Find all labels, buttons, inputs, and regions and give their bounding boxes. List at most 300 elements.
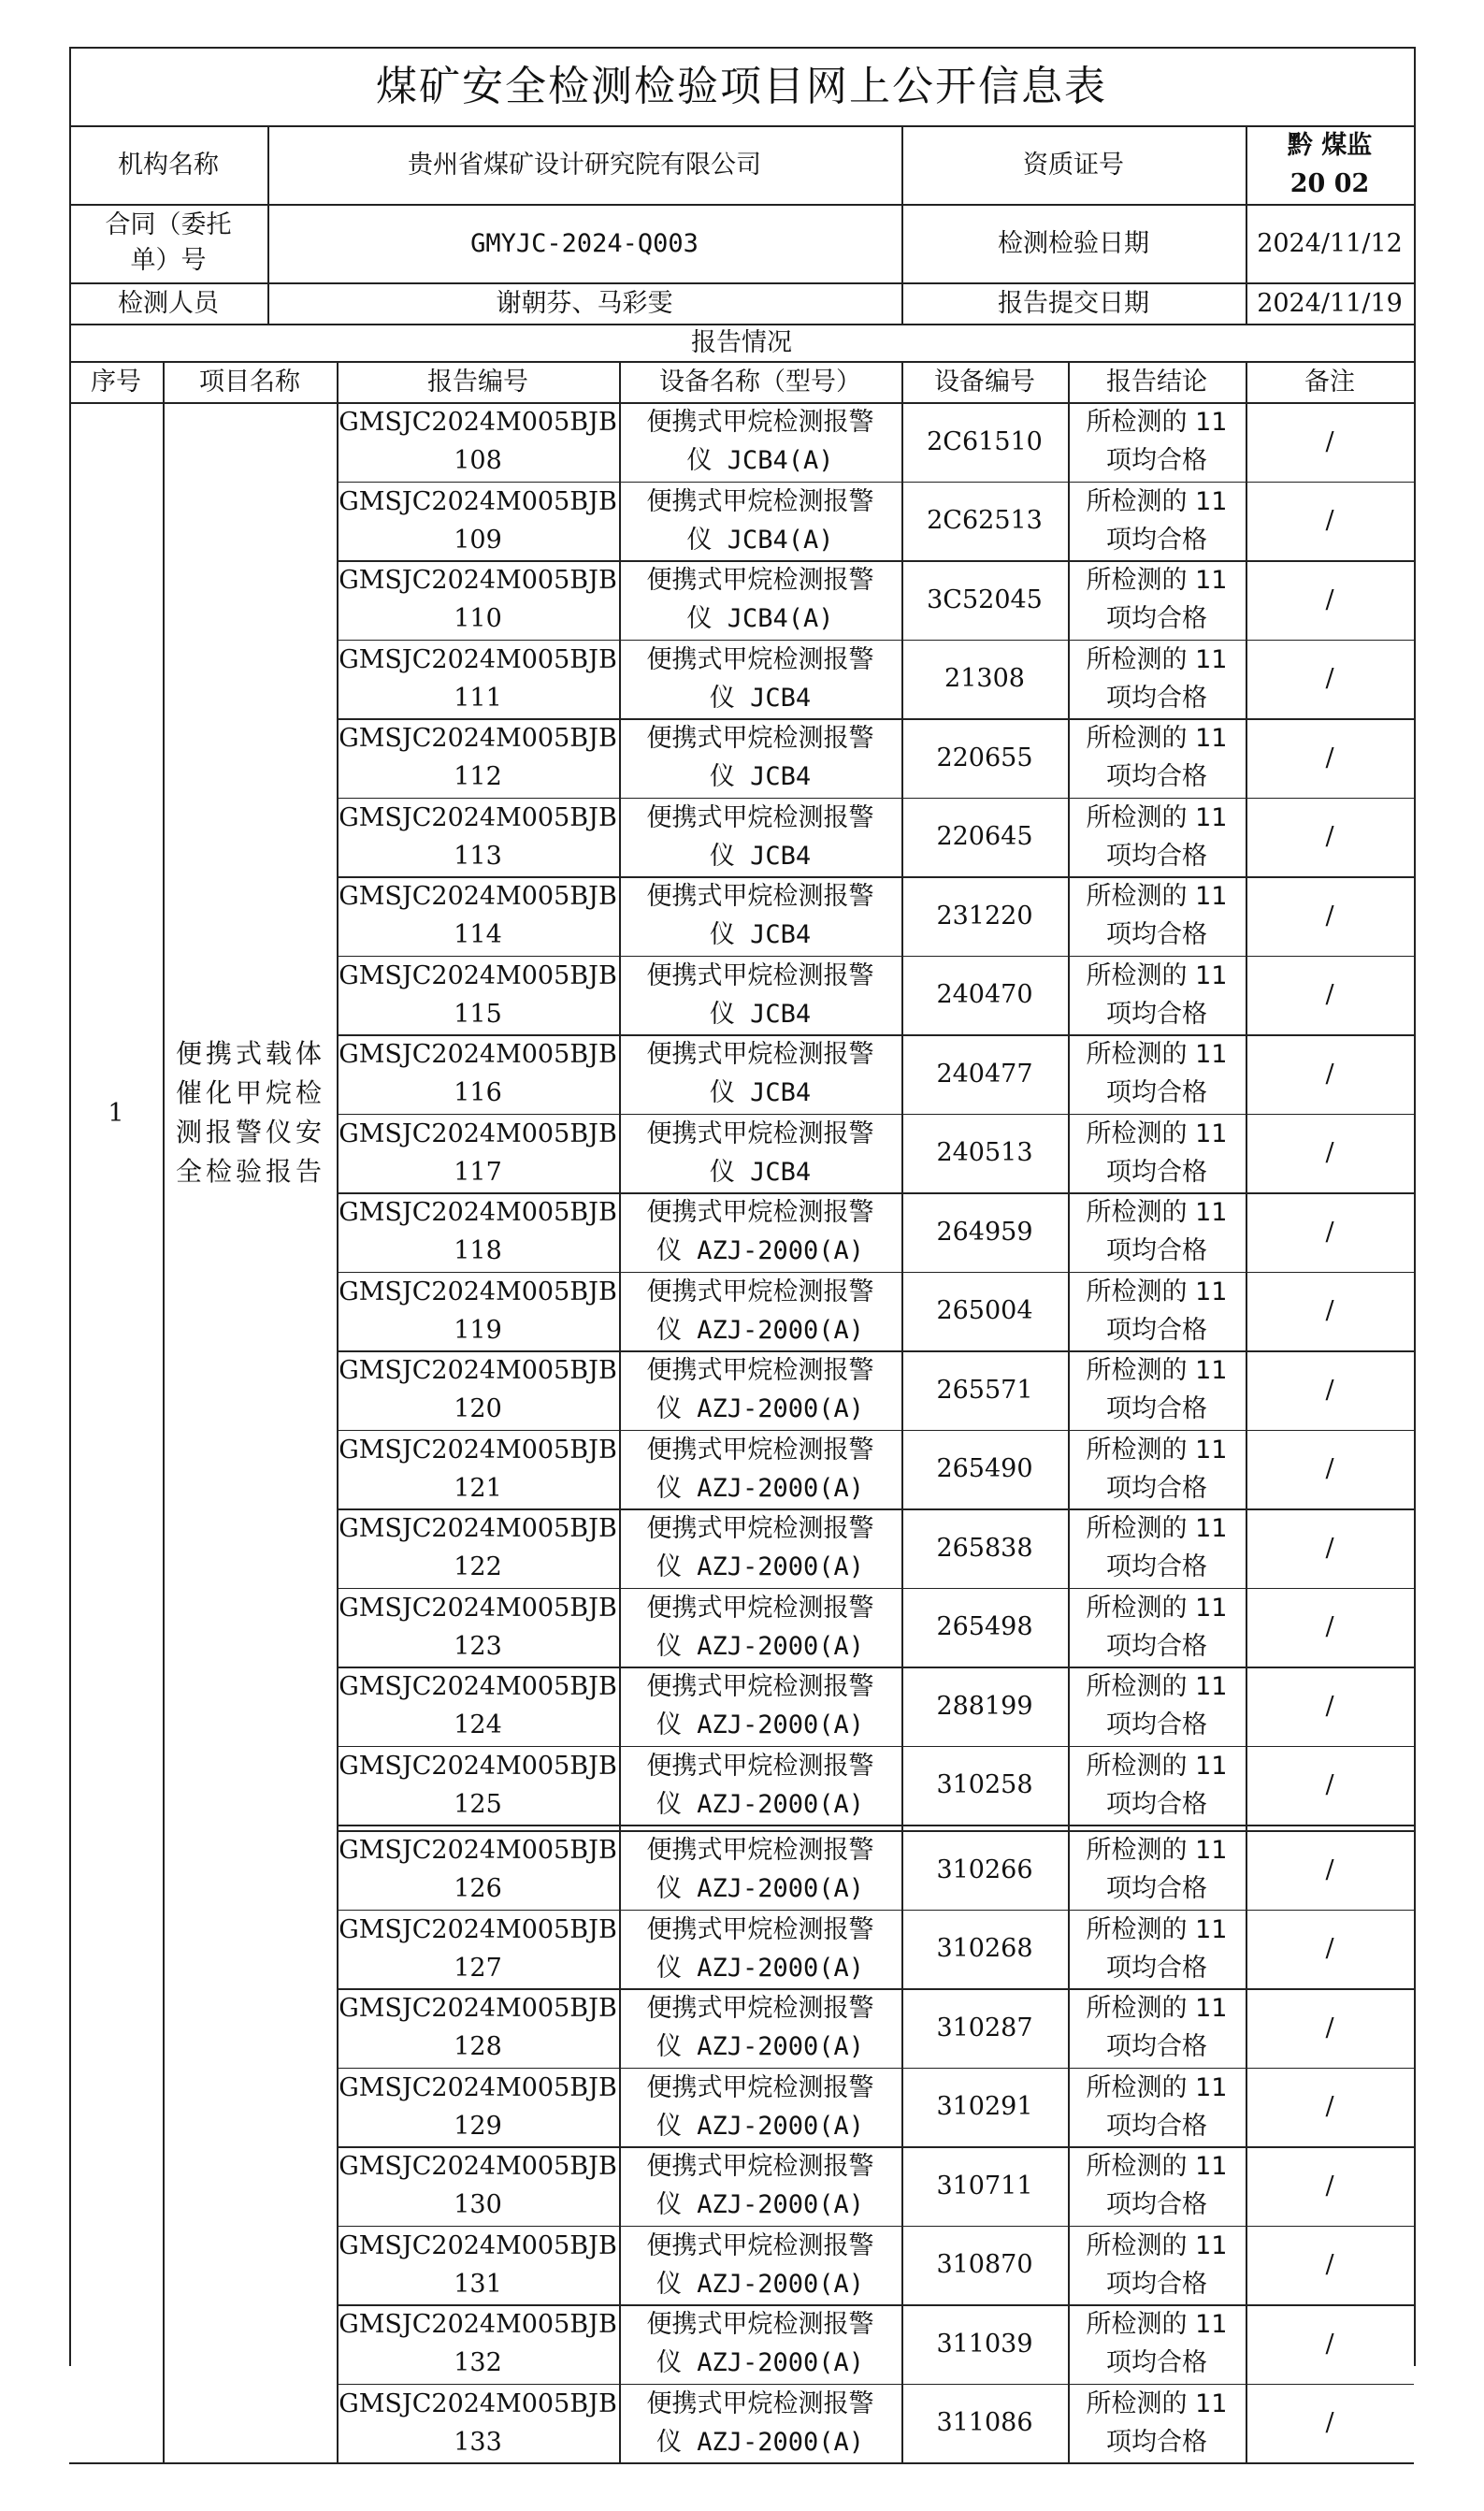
conclusion-cell: [1068, 1746, 1246, 1826]
report-number-suffix: 129: [454, 2111, 502, 2141]
device-name-line1: 便携式甲烷检测报警: [646, 644, 874, 674]
conclusion-line1: 所检测的 11: [1086, 408, 1228, 438]
report-number-cell: [337, 2226, 619, 2305]
report-number-cell: [337, 560, 619, 640]
report-number-prefix: GMSJC2024M005BJB: [339, 882, 617, 912]
device-number-cell: 265498: [936, 1612, 1033, 1642]
remark-cell: /: [1325, 1138, 1334, 1168]
submit-date-label: 报告提交日期: [998, 288, 1149, 318]
conclusion-cell: [1068, 1830, 1246, 1910]
grid-line: [337, 1114, 1414, 1116]
report-number-prefix: GMSJC2024M005BJB: [339, 1751, 617, 1781]
conclusion-line2: 项均合格: [1106, 1157, 1207, 1187]
remark-cell: /: [1325, 2171, 1334, 2201]
report-number-cell: [337, 1988, 619, 2068]
device-name-line1: 便携式甲烷检测报警: [646, 1914, 874, 1944]
device-name-cell: [619, 2304, 901, 2384]
report-number-cell: [337, 1667, 619, 1746]
report-number-cell: [337, 402, 619, 482]
contract-value: GMYJC-2024-Q003: [470, 228, 699, 258]
conclusion-line1: 所检测的 11: [1086, 486, 1228, 516]
grid-line: [337, 1667, 1414, 1668]
device-name-line1: 便携式甲烷检测报警: [646, 724, 874, 754]
conclusion-line1: 所检测的 11: [1086, 2388, 1228, 2418]
conclusion-line2: 项均合格: [1106, 1552, 1207, 1582]
device-number-cell: 310268: [936, 1934, 1033, 1964]
device-name-cell: [619, 2226, 901, 2305]
report-number-prefix: GMSJC2024M005BJB: [339, 2388, 617, 2418]
report-number-prefix: GMSJC2024M005BJB: [339, 724, 617, 754]
device-model-line2: 仪 AZJ-2000(A): [656, 1394, 865, 1424]
report-number-cell: [337, 1830, 619, 1910]
table-right-border: [1414, 47, 1416, 2366]
header-device-name: 设备名称（型号）: [659, 367, 861, 397]
conclusion-line1: 所检测的 11: [1086, 1593, 1228, 1623]
report-number-prefix: GMSJC2024M005BJB: [339, 2152, 617, 2182]
report-number-suffix: 115: [454, 999, 502, 1029]
conclusion-line1: 所检测的 11: [1086, 1040, 1228, 1070]
report-number-prefix: GMSJC2024M005BJB: [339, 2230, 617, 2260]
device-name-cell: [619, 956, 901, 1035]
device-model-line2: 仪 JCB4: [709, 1157, 812, 1187]
report-number-suffix: 123: [454, 1631, 502, 1661]
conclusion-line1: 所检测的 11: [1086, 1514, 1228, 1544]
device-name-line1: 便携式甲烷检测报警: [646, 802, 874, 832]
conclusion-line2: 项均合格: [1106, 920, 1207, 950]
conclusion-line2: 项均合格: [1106, 762, 1207, 792]
remark-cell: /: [1325, 1296, 1334, 1326]
conclusion-line1: 所检测的 11: [1086, 1751, 1228, 1781]
device-name-line1: 便携式甲烷检测报警: [646, 882, 874, 912]
device-name-line1: 便携式甲烷检测报警: [646, 1836, 874, 1866]
staff-value: 谢朝芬、马彩雯: [496, 288, 673, 318]
report-number-cell: [337, 956, 619, 1035]
inspection-date-label: 检测检验日期: [998, 228, 1149, 258]
report-number-suffix: 121: [454, 1473, 502, 1503]
conclusion-line2: 项均合格: [1106, 1710, 1207, 1740]
report-number-suffix: 128: [454, 2032, 502, 2062]
staff-label: 检测人员: [118, 288, 219, 318]
remark-cell: /: [1325, 743, 1334, 772]
report-number-cell: [337, 1746, 619, 1826]
report-number-cell: [337, 482, 619, 561]
report-number-suffix: 133: [454, 2427, 502, 2457]
grid-line: [69, 402, 1414, 404]
device-number-cell: 240477: [936, 1059, 1033, 1089]
conclusion-line1: 所检测的 11: [1086, 2230, 1228, 2260]
report-number-prefix: GMSJC2024M005BJB: [339, 1593, 617, 1623]
report-number-prefix: GMSJC2024M005BJB: [339, 1435, 617, 1465]
device-name-line1: 便携式甲烷检测报警: [646, 1514, 874, 1544]
conclusion-line1: 所检测的 11: [1086, 960, 1228, 990]
device-name-line1: 便携式甲烷检测报警: [646, 408, 874, 438]
grid-line: [619, 402, 621, 2462]
device-name-line1: 便携式甲烷检测报警: [646, 1118, 874, 1148]
device-name-cell: [619, 402, 901, 482]
remark-cell: /: [1325, 584, 1334, 614]
device-name-line1: 便携式甲烷检测报警: [646, 2230, 874, 2260]
conclusion-line1: 所检测的 11: [1086, 1836, 1228, 1866]
submit-date-value: 2024/11/19: [1257, 288, 1403, 318]
conclusion-cell: [1068, 560, 1246, 640]
report-number-suffix: 130: [454, 2190, 502, 2220]
conclusion-cell: [1068, 2226, 1246, 2305]
report-number-prefix: GMSJC2024M005BJB: [339, 1836, 617, 1866]
conclusion-line1: 所检测的 11: [1086, 1914, 1228, 1944]
remark-cell: /: [1325, 664, 1334, 694]
grid-line: [337, 1988, 1414, 1990]
grid-line: [337, 1350, 1414, 1352]
device-name-cell: [619, 1272, 901, 1351]
device-model-line2: 仪 AZJ-2000(A): [656, 1315, 865, 1345]
report-number-suffix: 131: [454, 2269, 502, 2299]
grid-line: [69, 125, 1414, 127]
header-conclusion: 报告结论: [1106, 367, 1207, 397]
grid-line: [69, 282, 1414, 284]
report-number-prefix: GMSJC2024M005BJB: [339, 1198, 617, 1228]
device-model-line2: 仪 JCB4: [709, 999, 812, 1029]
conclusion-cell: [1068, 1192, 1246, 1272]
device-number-cell: 265490: [936, 1454, 1033, 1484]
header-remark: 备注: [1304, 367, 1355, 397]
report-number-suffix: 126: [454, 1874, 502, 1904]
conclusion-line2: 项均合格: [1106, 2348, 1207, 2378]
grid-line: [337, 1430, 1414, 1432]
grid-line: [337, 1272, 1414, 1274]
org-value: 贵州省煤矿设计研究院有限公司: [408, 150, 761, 180]
device-number-cell: 264959: [936, 1217, 1033, 1247]
header-device-no: 设备编号: [934, 367, 1035, 397]
grid-line: [337, 1508, 1414, 1510]
conclusion-line1: 所检测的 11: [1086, 1672, 1228, 1702]
report-number-cell: [337, 2304, 619, 2384]
conclusion-line2: 项均合格: [1106, 2190, 1207, 2220]
device-name-line1: 便携式甲烷检测报警: [646, 1672, 874, 1702]
device-number-cell: 288199: [936, 1691, 1033, 1721]
device-name-cell: [619, 1746, 901, 1826]
remark-cell: /: [1325, 1533, 1334, 1563]
grid-line: [267, 125, 269, 324]
device-name-line1: 便携式甲烷检测报警: [646, 1356, 874, 1386]
report-number-cell: [337, 1192, 619, 1272]
report-number-cell: [337, 2068, 619, 2147]
grid-line: [337, 1910, 1414, 1912]
device-model-line2: 仪 AZJ-2000(A): [656, 1710, 865, 1740]
remark-cell: /: [1325, 980, 1334, 1010]
cert-label: 资质证号: [1023, 150, 1124, 180]
grid-line: [337, 1034, 1414, 1036]
conclusion-cell: [1068, 640, 1246, 719]
grid-line: [337, 798, 1414, 800]
conclusion-line1: 所检测的 11: [1086, 1118, 1228, 1148]
report-number-suffix: 119: [454, 1315, 502, 1345]
grid-line: [1068, 361, 1070, 402]
report-number-suffix: 111: [454, 683, 502, 713]
device-model-line2: 仪 AZJ-2000(A): [656, 1236, 865, 1266]
device-name-cell: [619, 560, 901, 640]
remark-cell: /: [1325, 1612, 1334, 1642]
device-model-line2: 仪 JCB4(A): [686, 446, 834, 476]
conclusion-line1: 所检测的 11: [1086, 566, 1228, 596]
conclusion-cell: [1068, 1588, 1246, 1667]
report-number-prefix: GMSJC2024M005BJB: [339, 408, 617, 438]
device-number-cell: 240470: [936, 980, 1033, 1010]
device-name-cell: [619, 1667, 901, 1746]
report-number-suffix: 122: [454, 1552, 502, 1582]
remark-cell: /: [1325, 2092, 1334, 2122]
conclusion-line2: 项均合格: [1106, 683, 1207, 713]
conclusion-cell: [1068, 1430, 1246, 1509]
device-model-line2: 仪 JCB4: [709, 683, 812, 713]
remark-cell: /: [1325, 1691, 1334, 1721]
conclusion-line1: 所检测的 11: [1086, 2310, 1228, 2340]
device-model-line2: 仪 JCB4: [709, 1078, 812, 1108]
conclusion-line2: 项均合格: [1106, 1078, 1207, 1108]
device-number-cell: 265004: [936, 1296, 1033, 1326]
contract-label-line1: 合同（委托: [105, 210, 232, 239]
device-number-cell: 21308: [944, 664, 1025, 694]
conclusion-cell: [1068, 2146, 1246, 2226]
device-number-cell: 231220: [936, 901, 1033, 931]
device-model-line2: 仪 JCB4(A): [686, 525, 834, 555]
device-name-cell: [619, 2146, 901, 2226]
grid-line: [337, 1825, 1414, 1826]
conclusion-line2: 项均合格: [1106, 1236, 1207, 1266]
device-number-cell: 240513: [936, 1138, 1033, 1168]
conclusion-cell: [1068, 1988, 1246, 2068]
report-number-cell: [337, 1114, 619, 1193]
grid-line: [337, 2068, 1414, 2070]
device-name-cell: [619, 1988, 901, 2068]
conclusion-line2: 项均合格: [1106, 2032, 1207, 2062]
conclusion-cell: [1068, 1272, 1246, 1351]
device-name-line1: 便携式甲烷检测报警: [646, 566, 874, 596]
conclusion-line2: 项均合格: [1106, 2427, 1207, 2457]
report-number-suffix: 124: [454, 1710, 502, 1740]
group-seq: 1: [108, 1098, 124, 1128]
report-number-prefix: GMSJC2024M005BJB: [339, 566, 617, 596]
page-break-line: [337, 1830, 1414, 1832]
conclusion-line1: 所检测的 11: [1086, 1994, 1228, 2024]
grid-line: [1246, 402, 1247, 2462]
remark-cell: /: [1325, 2408, 1334, 2438]
remark-cell: /: [1325, 2013, 1334, 2042]
device-number-cell: 311086: [936, 2408, 1033, 2438]
device-name-cell: [619, 1192, 901, 1272]
remark-cell: /: [1325, 2250, 1334, 2280]
conclusion-line2: 项均合格: [1106, 1394, 1207, 1424]
device-model-line2: 仪 AZJ-2000(A): [656, 2032, 865, 2062]
device-number-cell: 310711: [936, 2171, 1033, 2201]
device-number-cell: 220655: [936, 743, 1033, 772]
grid-line: [337, 956, 1414, 958]
device-number-cell: 265571: [936, 1375, 1033, 1405]
device-name-line1: 便携式甲烷检测报警: [646, 1994, 874, 2024]
conclusion-line2: 项均合格: [1106, 1631, 1207, 1661]
report-number-suffix: 127: [454, 1953, 502, 1983]
device-name-line1: 便携式甲烷检测报警: [646, 486, 874, 516]
grid-line: [337, 361, 339, 402]
conclusion-line2: 项均合格: [1106, 525, 1207, 555]
report-number-prefix: GMSJC2024M005BJB: [339, 1277, 617, 1306]
device-name-line1: 便携式甲烷检测报警: [646, 1040, 874, 1070]
report-number-prefix: GMSJC2024M005BJB: [339, 1356, 617, 1386]
report-number-suffix: 112: [454, 762, 502, 792]
table-bottom-border: [69, 2462, 1414, 2464]
device-name-cell: [619, 718, 901, 798]
conclusion-line1: 所检测的 11: [1086, 2072, 1228, 2102]
grid-line: [337, 2226, 1414, 2228]
device-name-line1: 便携式甲烷检测报警: [646, 1751, 874, 1781]
device-model-line2: 仪 AZJ-2000(A): [656, 2190, 865, 2220]
report-number-suffix: 125: [454, 1789, 502, 1819]
grid-line: [337, 560, 1414, 562]
cert-value-line1: 黔 煤监: [1287, 131, 1373, 160]
remark-cell: /: [1325, 506, 1334, 536]
grid-line: [1246, 125, 1247, 324]
grid-line: [337, 1588, 1414, 1590]
device-model-line2: 仪 AZJ-2000(A): [656, 1953, 865, 1983]
grid-line: [337, 2384, 1414, 2386]
device-name-cell: [619, 1588, 901, 1667]
conclusion-cell: [1068, 2384, 1246, 2463]
conclusion-cell: [1068, 798, 1246, 877]
report-number-prefix: GMSJC2024M005BJB: [339, 1672, 617, 1702]
grid-line: [337, 2304, 1414, 2306]
conclusion-line2: 项均合格: [1106, 1315, 1207, 1345]
device-number-cell: 3C52045: [927, 584, 1043, 614]
device-number-cell: 2C62513: [927, 506, 1043, 536]
conclusion-cell: [1068, 2304, 1246, 2384]
grid-line: [337, 402, 339, 2462]
grid-line: [337, 1192, 1414, 1194]
grid-line: [337, 1746, 1414, 1748]
grid-line: [901, 125, 903, 324]
report-number-suffix: 120: [454, 1394, 502, 1424]
grid-line: [901, 361, 903, 402]
conclusion-line2: 项均合格: [1106, 999, 1207, 1029]
report-number-suffix: 108: [454, 446, 502, 476]
report-number-cell: [337, 1430, 619, 1509]
device-model-line2: 仪 JCB4: [709, 841, 812, 871]
report-number-prefix: GMSJC2024M005BJB: [339, 1514, 617, 1544]
device-name-cell: [619, 2384, 901, 2463]
device-name-cell: [619, 1430, 901, 1509]
conclusion-line1: 所检测的 11: [1086, 1356, 1228, 1386]
device-name-line1: 便携式甲烷检测报警: [646, 960, 874, 990]
device-number-cell: 311039: [936, 2329, 1033, 2359]
conclusion-line1: 所检测的 11: [1086, 1435, 1228, 1465]
report-number-suffix: 109: [454, 525, 502, 555]
device-model-line2: 仪 AZJ-2000(A): [656, 1631, 865, 1661]
device-name-cell: [619, 1114, 901, 1193]
device-name-line1: 便携式甲烷检测报警: [646, 1198, 874, 1228]
device-name-cell: [619, 2068, 901, 2147]
device-name-line1: 便携式甲烷检测报警: [646, 2072, 874, 2102]
remark-cell: /: [1325, 901, 1334, 931]
report-number-prefix: GMSJC2024M005BJB: [339, 2310, 617, 2340]
report-number-prefix: GMSJC2024M005BJB: [339, 1040, 617, 1070]
conclusion-cell: [1068, 876, 1246, 956]
conclusion-cell: [1068, 2068, 1246, 2147]
report-number-suffix: 132: [454, 2348, 502, 2378]
device-model-line2: 仪 AZJ-2000(A): [656, 1789, 865, 1819]
report-number-prefix: GMSJC2024M005BJB: [339, 1994, 617, 2024]
device-number-cell: 310287: [936, 2013, 1033, 2042]
device-name-cell: [619, 876, 901, 956]
conclusion-line2: 项均合格: [1106, 604, 1207, 634]
grid-line: [1068, 402, 1070, 2462]
report-number-prefix: GMSJC2024M005BJB: [339, 644, 617, 674]
device-name-line1: 便携式甲烷检测报警: [646, 1593, 874, 1623]
grid-line: [69, 361, 1414, 363]
device-name-line1: 便携式甲烷检测报警: [646, 1435, 874, 1465]
header-report-no: 报告编号: [427, 367, 528, 397]
conclusion-line2: 项均合格: [1106, 1473, 1207, 1503]
grid-line: [337, 876, 1414, 878]
group-project-name: 便携式载体催化甲烷检测报警仪安全检验报告: [176, 1038, 324, 1187]
grid-line: [163, 361, 165, 402]
conclusion-cell: [1068, 1034, 1246, 1114]
report-number-prefix: GMSJC2024M005BJB: [339, 802, 617, 832]
device-name-line1: 便携式甲烷检测报警: [646, 1277, 874, 1306]
device-model-line2: 仪 AZJ-2000(A): [656, 2269, 865, 2299]
grid-line: [1246, 361, 1247, 402]
conclusion-line1: 所检测的 11: [1086, 1277, 1228, 1306]
conclusion-line2: 项均合格: [1106, 2269, 1207, 2299]
device-name-cell: [619, 1350, 901, 1430]
conclusion-cell: [1068, 402, 1246, 482]
report-number-prefix: GMSJC2024M005BJB: [339, 1914, 617, 1944]
report-number-suffix: 116: [454, 1078, 502, 1108]
report-number-cell: [337, 1588, 619, 1667]
device-name-cell: [619, 1830, 901, 1910]
grid-line: [337, 482, 1414, 483]
report-number-cell: [337, 718, 619, 798]
contract-label: [69, 204, 267, 282]
device-number-cell: 310291: [936, 2092, 1033, 2122]
remark-cell: /: [1325, 1854, 1334, 1884]
conclusion-cell: [1068, 482, 1246, 561]
device-model-line2: 仪 JCB4: [709, 920, 812, 950]
remark-cell: /: [1325, 1375, 1334, 1405]
inspection-date-value: 2024/11/12: [1257, 228, 1403, 258]
remark-cell: /: [1325, 1934, 1334, 1964]
device-model-line2: 仪 JCB4: [709, 762, 812, 792]
report-number-suffix: 118: [454, 1236, 502, 1266]
contract-label-line2: 单）号: [130, 246, 207, 275]
remark-cell: /: [1325, 1454, 1334, 1484]
conclusion-line2: 项均合格: [1106, 2111, 1207, 2141]
remark-cell: /: [1325, 1217, 1334, 1247]
grid-line: [901, 402, 903, 2462]
header-seq: 序号: [91, 367, 141, 397]
device-number-cell: 220645: [936, 822, 1033, 852]
report-number-cell: [337, 1034, 619, 1114]
report-number-cell: [337, 2146, 619, 2226]
header-project: 项目名称: [199, 367, 300, 397]
conclusion-line2: 项均合格: [1106, 1789, 1207, 1819]
conclusion-line1: 所检测的 11: [1086, 644, 1228, 674]
device-name-line1: 便携式甲烷检测报警: [646, 2152, 874, 2182]
grid-line: [337, 640, 1414, 642]
page-title: 煤矿安全检测检验项目网上公开信息表: [376, 62, 1107, 110]
cert-value-line2: 20 02: [1289, 169, 1370, 198]
device-name-cell: [619, 798, 901, 877]
device-name-line1: 便携式甲烷检测报警: [646, 2310, 874, 2340]
report-number-cell: [337, 876, 619, 956]
conclusion-line2: 项均合格: [1106, 1874, 1207, 1904]
